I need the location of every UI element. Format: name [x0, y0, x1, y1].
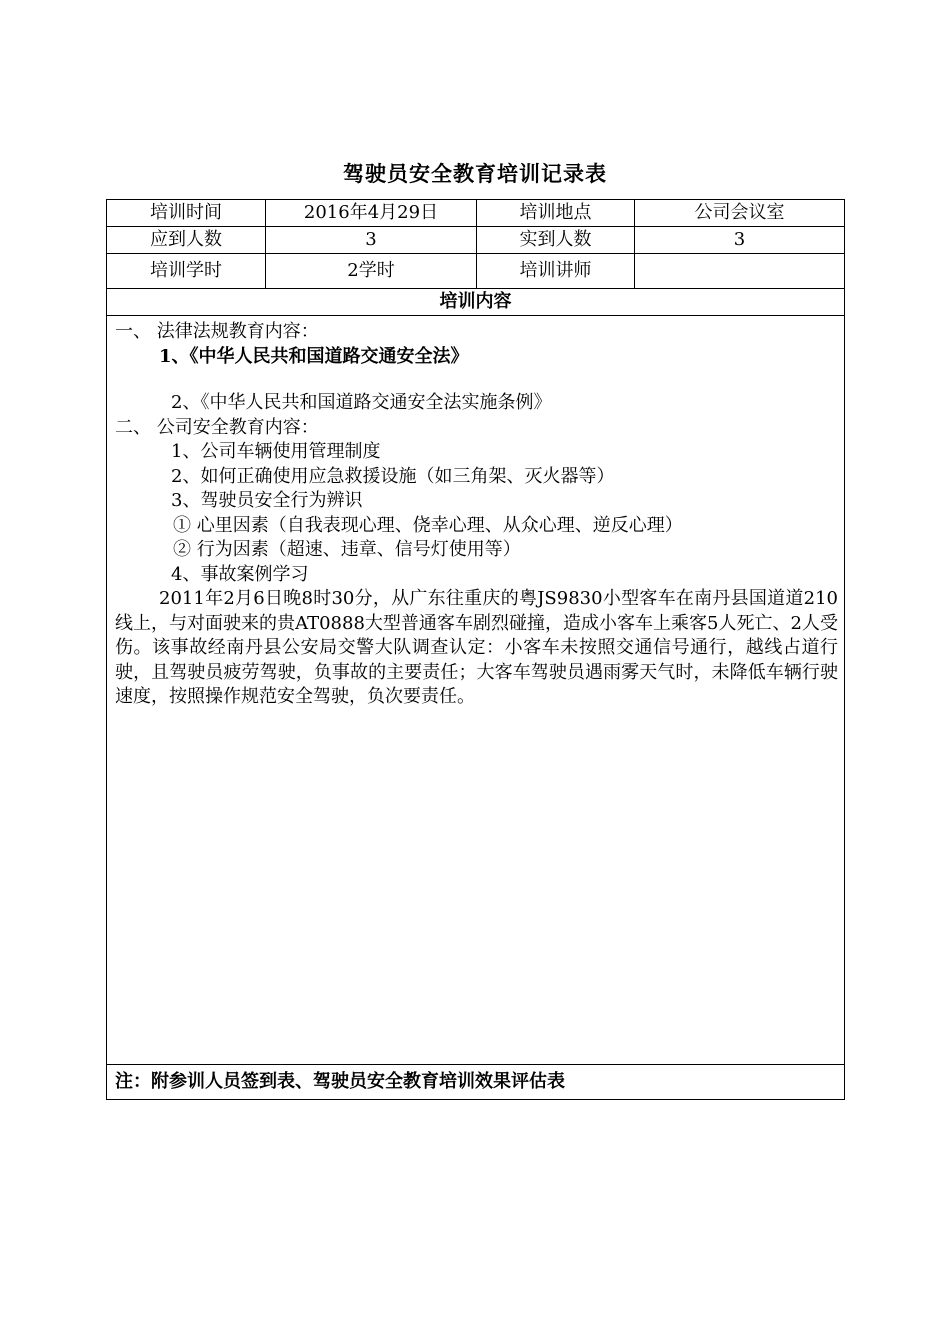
footer-note: 注：附参训人员签到表、驾驶员安全教育培训效果评估表 — [107, 1065, 845, 1100]
actual-value: 3 — [635, 227, 845, 254]
place-label: 培训地点 — [477, 200, 635, 227]
content-body — [107, 316, 845, 1065]
section-1-heading: 一、 法律法规教育内容： — [115, 321, 319, 342]
training-record-table — [106, 199, 845, 1100]
table-row — [107, 316, 845, 1065]
section-2-item-3: 3、驾驶员安全行为辨识 — [171, 490, 363, 511]
table-row — [107, 289, 845, 316]
section-2-item-1: 1、公司车辆使用管理制度 — [171, 441, 381, 462]
actual-label: 实到人数 — [477, 227, 635, 254]
expected-label: 应到人数 — [107, 227, 266, 254]
section-2-heading: 二、 公司安全教育内容： — [115, 416, 319, 438]
section-1-item-2: 2、《中华人民共和国道路交通安全法实施条例》 — [171, 392, 552, 413]
table-row — [107, 227, 845, 254]
time-value: 2016年4月29日 — [266, 200, 477, 227]
table-row — [107, 200, 845, 227]
section-2-item-3a: ① 心里因素（自我表现心理、侥幸心理、从众心理、逆反心理） — [173, 514, 683, 536]
spacer — [115, 369, 838, 391]
section-1-item-1: 1、《中华人民共和国道路交通安全法》 — [159, 345, 469, 367]
expected-value: 3 — [266, 227, 477, 254]
table-row — [107, 254, 845, 289]
content-header: 培训内容 — [107, 289, 845, 316]
lecturer-label: 培训讲师 — [477, 254, 635, 289]
hours-value: 2学时 — [266, 254, 477, 289]
table-row — [107, 1065, 845, 1100]
section-2-item-3b: ② 行为因素（超速、违章、信号灯使用等） — [173, 539, 521, 560]
hours-label: 培训学时 — [107, 254, 266, 289]
lecturer-value — [635, 254, 845, 289]
case-paragraph: 2011年2月6日晚8时30分，从广东往重庆的粤JS9830小型客车在南丹县国道道210线上，与对面驶来的贵AT0888大型普通客车剧烈碰撞，造成小客车上乘客5人死亡、2人受伤。该事故经南丹县公安局交警大队调查认定：小客车未按照交通信号通行，越线占道行驶，且驾驶员疲劳驾驶，负事故的主要责任；大客车驾驶员遇雨雾天气时，未降低车辆行驶速度，按照操作规范安全驾驶，负次要责任。 — [115, 588, 838, 707]
page-title: 驾驶员安全教育培训记录表 — [343, 161, 607, 186]
place-value: 公司会议室 — [635, 200, 845, 227]
section-2-item-4: 4、事故案例学习 — [171, 563, 309, 585]
section-2-item-2: 2、如何正确使用应急救援设施（如三角架、灭火器等） — [171, 465, 615, 487]
time-label: 培训时间 — [107, 200, 266, 227]
